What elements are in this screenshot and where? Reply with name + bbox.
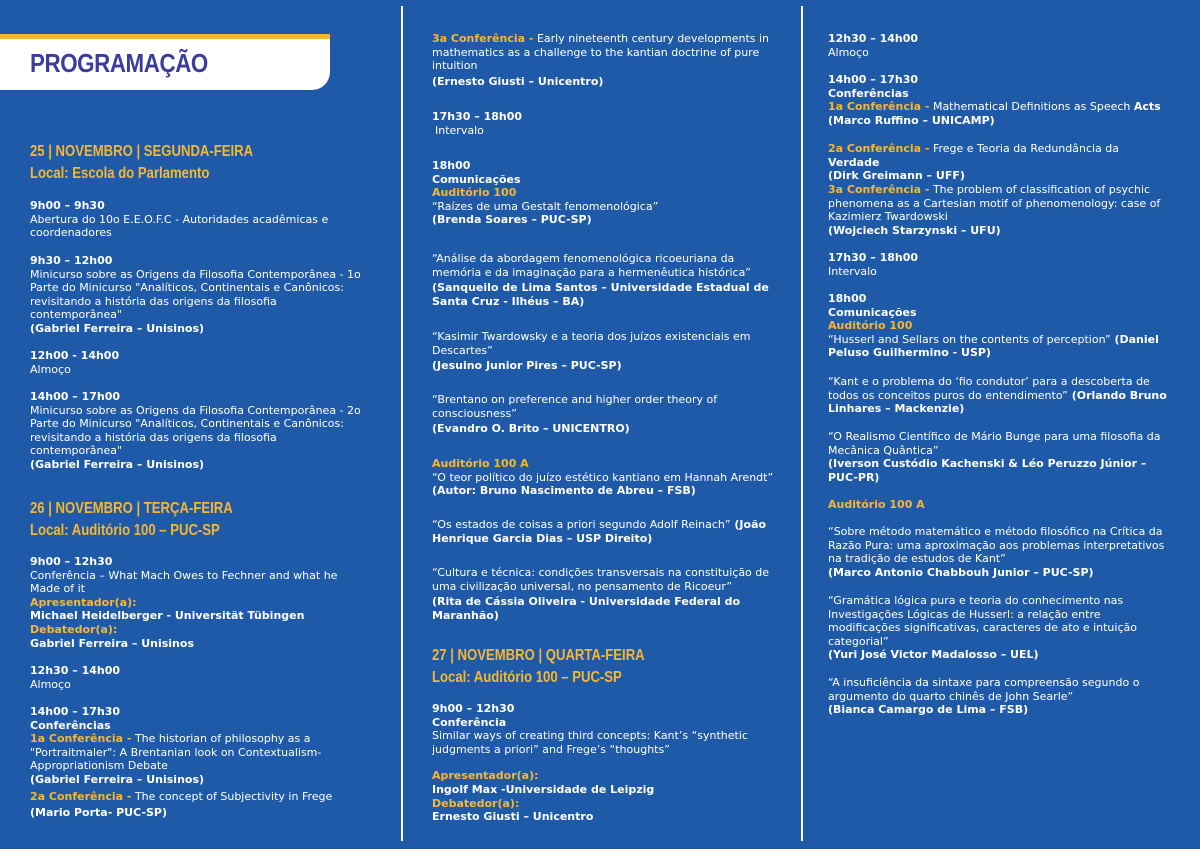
day2-lunch bbox=[30, 664, 370, 691]
room-label: Auditório 100 bbox=[828, 319, 913, 333]
time: 12h30 – 14h00 bbox=[828, 32, 919, 45]
debater: Ernesto Giusti – Unicentro bbox=[432, 810, 594, 824]
conference-label: 2a Conferência - bbox=[828, 142, 930, 155]
conference-text: Early nineteenth century developments in mathematics as a challenge to the kantian doctrine of pure intuition bbox=[432, 32, 770, 73]
time: 18h00 bbox=[828, 292, 867, 305]
section-title: Conferências bbox=[30, 718, 111, 732]
room-label: Auditório 100 A bbox=[828, 498, 925, 511]
paper-title: “Raízes de uma Gestalt fenomenológica” bbox=[432, 199, 659, 213]
speaker: (Iverson Custódio Kachenski & Léo Peruzzo Júnior – PUC-PR) bbox=[828, 457, 1147, 484]
day1-minicurso-2 bbox=[30, 390, 370, 472]
paper-title: “Kasimir Twardowsky e a teoria dos juízos existenciais em Descartes” bbox=[432, 330, 751, 357]
day2-paper-2 bbox=[432, 252, 777, 308]
room-label: Auditório 100 bbox=[432, 186, 517, 200]
conference-text-bold: Acts bbox=[1133, 100, 1161, 114]
section-title: Conferência bbox=[432, 715, 507, 729]
day2-conference-3 bbox=[432, 32, 777, 88]
day3-conferences bbox=[828, 73, 1173, 127]
paper-title: “Kant e o problema do ‘fio condutor’ para a descoberta de todos os conceitos puros do entendimento” bbox=[828, 375, 1150, 402]
paper-title: “Sobre método matemático e método filosófico na Crítica da Razão Pura: uma aproximação aos problemas interpretativos na tradição de estudos de Kant” bbox=[828, 525, 1165, 566]
speaker: (Autor: Bruno Nascimento de Abreu – FSB) bbox=[432, 484, 696, 498]
column-3 bbox=[804, 0, 1200, 849]
time: 14h00 – 17h00 bbox=[30, 390, 121, 403]
day2-conferences bbox=[30, 705, 370, 820]
day2-local: Local: Auditório 100 – PUC-SP bbox=[30, 522, 220, 539]
day2-paper-q3 bbox=[432, 566, 777, 622]
day3-paper-q2 bbox=[828, 594, 1173, 662]
day1-heading: 25 | NOVEMBRO | SEGUNDA-FEIRA bbox=[30, 143, 254, 160]
conference-text-bold: Verdade bbox=[828, 155, 880, 169]
conference-text: The concept of Subjectivity in Frege bbox=[131, 789, 333, 803]
day3-paper-q3 bbox=[828, 676, 1173, 717]
conference-label: 2a Conferência - bbox=[30, 789, 132, 803]
section-title: Comunicações bbox=[432, 172, 521, 186]
time: 12h00 - 14h00 bbox=[30, 349, 120, 362]
day3-communications bbox=[828, 292, 1173, 360]
paper-title: “Cultura e técnica: condições transversais na constituição de uma civilização universal, no pensamento de Ricoeur” bbox=[432, 566, 770, 593]
day2-paper-3 bbox=[432, 330, 777, 373]
presenter-label: Apresentador(a): bbox=[30, 595, 137, 609]
speaker: (Jesuino Junior Pires – PUC-SP) bbox=[432, 359, 622, 373]
title-banner bbox=[0, 34, 330, 90]
conference-label: 3a Conferência - bbox=[432, 32, 534, 45]
conference-text: The problem of classification of psychic phenomena as a Cartesian motif of phenomenology: case of Kazimierz Twardowski bbox=[828, 183, 1161, 224]
speaker: (Marco Ruffino – UNICAMP) bbox=[828, 113, 995, 127]
conference-2 bbox=[30, 790, 370, 804]
day3-conference-2 bbox=[828, 142, 1173, 183]
conference-label: 1a Conferência - bbox=[828, 100, 930, 114]
section-title: Conferências bbox=[828, 86, 909, 100]
debater-label: Debatedor(a): bbox=[30, 622, 118, 636]
speaker: (Gabriel Ferreira – Unisinos) bbox=[30, 772, 205, 786]
page-title: PROGRAMAÇÃO bbox=[30, 48, 208, 78]
day1-lunch bbox=[30, 349, 370, 376]
description: Intervalo bbox=[828, 264, 877, 278]
debater-label: Debatedor(a): bbox=[432, 796, 520, 810]
room-label: Auditório 100 A bbox=[432, 457, 529, 470]
day3-lunch bbox=[828, 32, 1173, 59]
description: Abertura do 10o E.E.O.F.C - Autoridades acadêmicas e coordenadores bbox=[30, 212, 329, 240]
day3-room-100a-label bbox=[828, 498, 1173, 512]
paper-title: “Os estados de coisas a priori segundo Adolf Reinach” bbox=[432, 518, 731, 531]
day2-conference bbox=[30, 555, 370, 650]
speaker: (Gabriel Ferreira – Unisinos) bbox=[30, 321, 205, 335]
speaker: (João Henrique Garcia Dias – USP Direito) bbox=[432, 518, 767, 545]
column-2 bbox=[404, 0, 800, 849]
paper-title: “Brentano on preference and higher order theory of consciousness” bbox=[432, 393, 718, 420]
speaker: (Wojciech Starzynski – UFU) bbox=[828, 223, 1001, 237]
description: Almoço bbox=[30, 362, 71, 376]
description: Similar ways of creating third concepts: Kant’s “synthetic judgments a priori” and Frege’s “thoughts” bbox=[432, 729, 748, 756]
description: Minicurso sobre as Origens da Filosofia Contemporânea - 2o Parte do Minicurso "Analíticos, Continentais e Canônicos: revisitando a história das origens da filosofia contemporânea" bbox=[30, 403, 361, 458]
section-title: Comunicações bbox=[828, 305, 917, 319]
day3-break bbox=[828, 251, 1173, 278]
day3-heading: 27 | NOVEMBRO | QUARTA-FEIRA bbox=[432, 647, 645, 664]
speaker: (Marco Antonio Chabbouh Junior – PUC-SP) bbox=[828, 565, 1094, 579]
speaker: (Yuri José Victor Madalosso – UEL) bbox=[828, 648, 1039, 662]
day3-paper-q1 bbox=[828, 525, 1173, 579]
presenter: Michael Heidelberger - Universität Tübingen bbox=[30, 609, 305, 623]
conference-label: 1a Conferência - bbox=[30, 732, 132, 746]
description: Almoço bbox=[30, 677, 71, 691]
day1-minicurso-1 bbox=[30, 254, 370, 336]
time: 17h30 – 18h00 bbox=[828, 251, 919, 264]
column-1 bbox=[0, 0, 400, 849]
day3-conference-3 bbox=[828, 183, 1173, 237]
paper-title: “A insuficiência da sintaxe para compreensão segundo o argumento do quarto chinês de John Searle” bbox=[828, 676, 1140, 703]
speaker: (Dirk Greimann – UFF) bbox=[828, 169, 965, 183]
speaker: (Orlando Bruno Linhares – Mackenzie) bbox=[828, 388, 1167, 416]
speaker: (Bianca Camargo de Lima – FSB) bbox=[828, 703, 1029, 717]
speaker: (Mario Porta- PUC-SP) bbox=[30, 806, 167, 820]
conference-text: The historian of philosophy as a "Portraitmaler": A Brentanian look on Contextualism-Appropriationism Debate bbox=[30, 732, 322, 773]
time: 18h00 bbox=[432, 159, 471, 172]
column-divider-1 bbox=[401, 6, 403, 841]
speaker: (Sanqueilo de Lima Santos – Universidade Estadual de Santa Cruz - Ilhéus – BA) bbox=[432, 281, 769, 308]
day2-communications bbox=[432, 159, 777, 227]
debater: Gabriel Ferreira – Unisinos bbox=[30, 636, 194, 650]
speaker: (Ernesto Giusti – Unicentro) bbox=[432, 74, 604, 88]
day2-break bbox=[432, 110, 777, 137]
time: 9h30 – 12h00 bbox=[30, 254, 113, 267]
day2-paper-q2 bbox=[432, 518, 777, 545]
conference-1 bbox=[30, 732, 370, 773]
paper-title: “Análise da abordagem fenomenológica ricoeuriana da memória e da imaginação para a hermenêutica histórica” bbox=[432, 252, 752, 279]
time: 12h30 – 14h00 bbox=[30, 664, 121, 677]
time: 9h00 – 9h30 bbox=[30, 199, 105, 212]
speaker: (Brenda Soares – PUC-SP) bbox=[432, 213, 592, 227]
description: Conferência – What Mach Owes to Fechner and what he Made of it bbox=[30, 568, 338, 596]
speaker: (Gabriel Ferreira – Unisinos) bbox=[30, 457, 205, 471]
description: Almoço bbox=[828, 45, 869, 59]
day3-local: Local: Auditório 100 – PUC-SP bbox=[432, 669, 622, 686]
day2-room-100a bbox=[432, 457, 777, 498]
day1-opening bbox=[30, 199, 370, 240]
day2-paper-4 bbox=[432, 393, 777, 436]
time: 9h00 – 12h30 bbox=[30, 555, 113, 568]
speaker: (Evandro O. Brito – UNICENTRO) bbox=[432, 422, 630, 436]
conference-label: 3a Conferência - bbox=[828, 183, 930, 196]
time: 9h00 – 12h30 bbox=[432, 702, 515, 715]
paper-title: “O Realismo Científico de Mário Bunge para uma filosofia da Mecânica Quântica” bbox=[828, 430, 1161, 457]
presenter-label: Apresentador(a): bbox=[432, 769, 539, 783]
speaker: (Rita de Cássia Oliveira - Universidade Federal do Maranhão) bbox=[432, 595, 741, 622]
day3-paper-3 bbox=[828, 430, 1173, 484]
day3-conference bbox=[432, 702, 777, 824]
paper-title: “Husserl and Sellars on the contents of perception” bbox=[828, 332, 1111, 346]
column-divider-2 bbox=[801, 6, 803, 841]
time: 14h00 – 17h30 bbox=[30, 705, 121, 718]
day1-local: Local: Escola do Parlamento bbox=[30, 165, 210, 182]
description: Intervalo bbox=[435, 123, 484, 137]
time: 14h00 – 17h30 bbox=[828, 73, 919, 86]
paper-title: “Gramática lógica pura e teoria do conhecimento nas Investigações Lógicas de Husserl: a relação entre modificações significativas, caracteres de ato e intuição categorial” bbox=[828, 594, 1137, 648]
conference-text: Mathematical Definitions as Speech bbox=[929, 100, 1134, 114]
speaker: (Daniel Peluso Guilhermino - USP) bbox=[828, 332, 1159, 360]
day3-paper-2 bbox=[828, 375, 1173, 416]
description: Minicurso sobre as Origens da Filosofia Contemporânea - 1o Parte do Minicurso "Analíticos, Continentais e Canônicos: revisitando a história das origens da filosofia contemporânea" bbox=[30, 267, 361, 322]
presenter: Ingolf Max -Universidade de Leipzig bbox=[432, 782, 655, 796]
conference-text: Frege e Teoria da Redundância da bbox=[929, 142, 1120, 155]
paper-title: “O teor político do juízo estético kantiano em Hannah Arendt” bbox=[432, 470, 774, 484]
time: 17h30 – 18h00 bbox=[432, 110, 523, 123]
day2-heading: 26 | NOVEMBRO | TERÇA-FEIRA bbox=[30, 500, 233, 517]
